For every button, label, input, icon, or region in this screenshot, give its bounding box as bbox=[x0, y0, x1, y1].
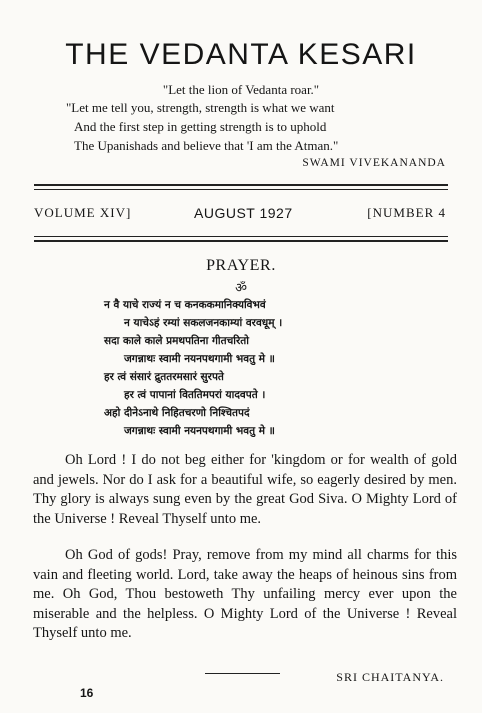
paragraph-2: Oh God of gods! Pray, remove from my mind all charms for this vain and fleeting world. Lord, take away the heaps of heinous sins from me. Oh God, Thou bestoweth Thy unfailing mercy ever upon the miserable and the helpless. O Mighty Lord of the Universe ! Reveal Thyself unto me. bbox=[33, 547, 457, 642]
epigraph-line-2: "Let me tell you, strength, strength is what we want bbox=[66, 100, 335, 115]
sanskrit-verse-line: जगन्नाथः स्वामी नयनपथगामी भवतु मे ॥ bbox=[124, 353, 275, 365]
issue-line bbox=[34, 205, 446, 223]
sanskrit-verse-line: न वै याचे राज्यं न च कनककमानिक्यविभवं bbox=[104, 299, 266, 311]
end-rule bbox=[205, 673, 280, 674]
sanskrit-verse-line: हर त्वं पापानां विततिमपरां यादवपते । bbox=[124, 389, 266, 401]
sanskrit-verse-line: अहो दीनेऽनाथे निहितचरणो निश्चितपदं bbox=[104, 407, 250, 419]
bottom-rule bbox=[34, 240, 448, 242]
issue-date: AUGUST 1927 bbox=[194, 205, 293, 221]
epigraph-line-4: The Upanishads and believe that 'I am the Atman." bbox=[74, 138, 339, 153]
sanskrit-verse-line: जगन्नाथः स्वामी नयनपथगामी भवतु मे ॥ bbox=[124, 425, 275, 437]
sanskrit-verse-line: सदा काले काले प्रमथपतिना गीतचरितो bbox=[104, 335, 249, 347]
top-rule-thin bbox=[34, 189, 448, 190]
paragraph-1: Oh Lord ! I do not beg either for 'kingdom or for wealth of gold and jewels. Nor do I ask for a beautiful wife, so eagerly desired by men. Thy glory is always sung even by the great God Siva. O Mighty Lord of the Universe ! Reveal Thyself unto me. bbox=[33, 452, 457, 527]
epigraph-line-3: And the first step in getting strength is to uphold bbox=[74, 119, 327, 134]
signature: SRI CHAITANYA. bbox=[336, 670, 444, 684]
top-rule bbox=[34, 184, 448, 186]
issue-number: [NUMBER 4 bbox=[367, 205, 446, 220]
volume-label: VOLUME XIV] bbox=[34, 205, 132, 220]
bottom-rule-thin bbox=[34, 236, 448, 237]
article-title: PRAYER. bbox=[206, 257, 276, 274]
page-number: 16 bbox=[80, 686, 94, 700]
masthead-title: THE VEDANTA KESARI bbox=[65, 38, 417, 71]
om-symbol: ॐ bbox=[235, 280, 247, 295]
sanskrit-verse-line: हर त्वं संसारं द्रुततरमसारं सुरपते bbox=[104, 371, 224, 383]
epigraph-line-1: "Let the lion of Vedanta roar." bbox=[162, 82, 320, 97]
sanskrit-verse-line: न याचेऽहं रम्यां सकलजनकाम्यां वरवधूम् । bbox=[124, 317, 283, 329]
epigraph-author: SWAMI VIVEKANANDA bbox=[302, 157, 446, 169]
